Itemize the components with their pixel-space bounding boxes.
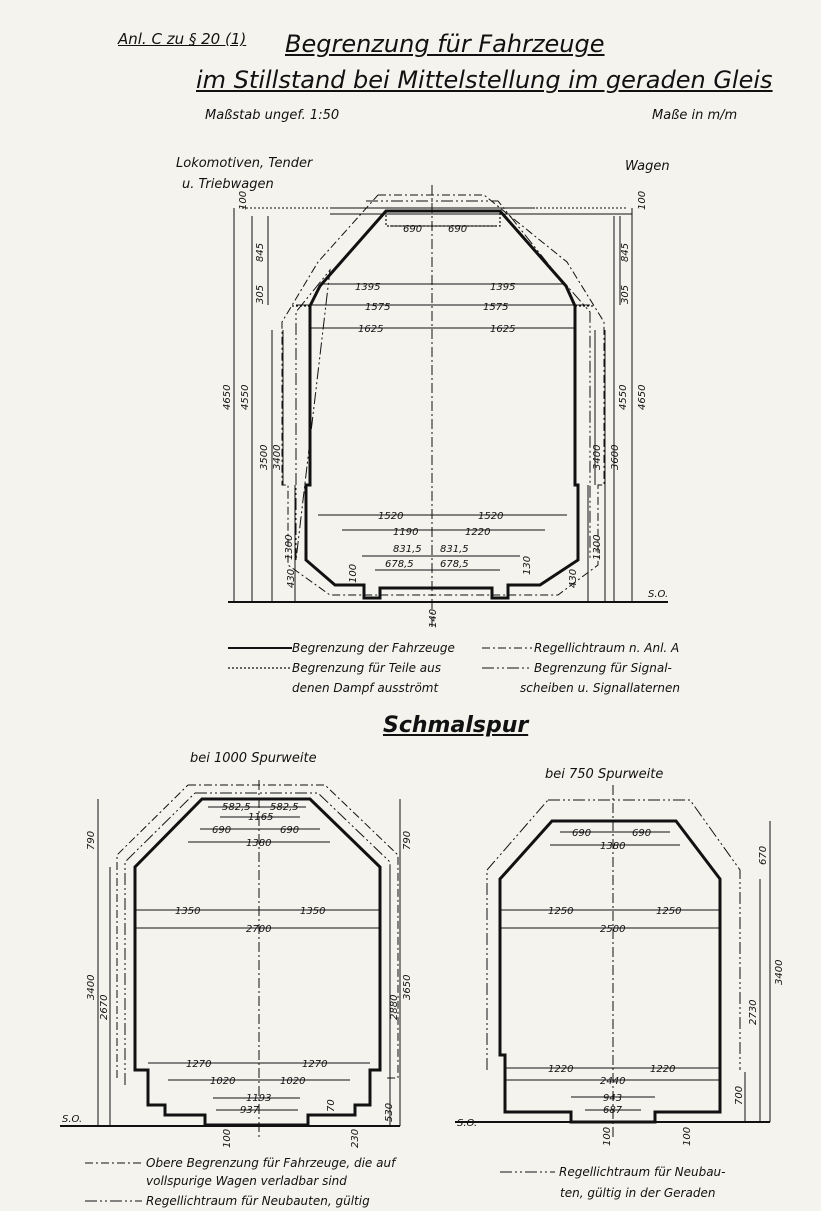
dim750-100-r: 100 <box>682 1126 693 1146</box>
dim-100-tr: 100 <box>637 190 648 210</box>
dim1000-70: 70 <box>326 1099 337 1112</box>
legend-clearance: Regellichtraum n. Anl. A <box>534 641 680 655</box>
dim-3400-r: 3400 <box>592 444 603 470</box>
dim750-2730: 2730 <box>748 999 759 1025</box>
dim750-700: 700 <box>734 1085 745 1105</box>
dim-845-r: 845 <box>620 242 631 262</box>
dim750-1220-r: 1220 <box>650 1064 676 1075</box>
dim1000-690-r: 690 <box>280 825 300 836</box>
dim1000-3400: 3400 <box>86 974 97 1000</box>
legend-signal-2: scheiben u. Signallaternen <box>520 681 680 695</box>
dim750-3400: 3400 <box>774 959 785 985</box>
dim1000-1020-l: 1020 <box>210 1076 236 1087</box>
dim-6785-l: 678,5 <box>385 559 414 570</box>
legend-new-750-2: ten, gültig in der Geraden <box>560 1186 716 1200</box>
dim750-690-l: 690 <box>572 828 592 839</box>
units-label: Maße in m/m <box>652 108 738 123</box>
dim-305-r: 305 <box>620 284 631 304</box>
dim-3400-l: 3400 <box>272 444 283 470</box>
dim1000-1270-r: 1270 <box>302 1059 328 1070</box>
dim750-1250-l: 1250 <box>548 906 574 917</box>
dim1000-2670: 2670 <box>99 994 110 1020</box>
vehicle-outline <box>306 211 578 598</box>
dim750-943: 943 <box>603 1093 623 1104</box>
dim-1395-r: 1395 <box>490 282 516 293</box>
dim-4650-l: 4650 <box>222 384 233 410</box>
title-line-2: im Stillstand bei Mittelstellung im geraden Gleis <box>196 66 773 94</box>
loco-label-1: Lokomotiven, Tender <box>176 156 313 171</box>
reference-label: Anl. C zu § 20 (1) <box>118 30 247 48</box>
scale-label: Maßstab ungef. 1:50 <box>205 108 340 123</box>
dim-3600: 3600 <box>610 444 621 470</box>
dim-1300-l: 1300 <box>284 534 295 560</box>
loco-label-2: u. Triebwagen <box>182 177 274 192</box>
dim1000-1350-r: 1350 <box>300 906 326 917</box>
dim1000-5825-r: 582,5 <box>270 802 299 813</box>
dim1000-530: 530 <box>384 1102 395 1122</box>
dim1000-790-r: 790 <box>402 830 413 850</box>
dim1000-230: 230 <box>350 1128 361 1148</box>
dim-1625-r: 1625 <box>490 324 516 335</box>
dim-1190: 1190 <box>393 527 419 538</box>
legend-upper-2: vollspurige Wagen verladbar sind <box>146 1174 347 1188</box>
dim750-2500: 2500 <box>600 924 626 935</box>
dim-3500: 3500 <box>259 444 270 470</box>
narrow-legend <box>85 1156 725 1208</box>
dim750-2440: 2440 <box>600 1076 626 1087</box>
dim-top-l: 690 <box>403 224 423 235</box>
dim1000-2880: 2880 <box>389 994 400 1020</box>
dim-1395-l: 1395 <box>355 282 381 293</box>
dim750-100-l: 100 <box>602 1126 613 1146</box>
dim750-1250-r: 1250 <box>656 906 682 917</box>
diagram-750 <box>455 767 785 1146</box>
narrow-gauge-heading: Schmalspur <box>383 713 529 738</box>
steam-outline <box>292 211 595 306</box>
legend-steam-1: Begrenzung für Teile aus <box>292 661 441 675</box>
dim-1220: 1220 <box>465 527 491 538</box>
dim-4550-l: 4550 <box>240 384 251 410</box>
dim-430-r: 430 <box>568 568 579 588</box>
title-line-1: Begrenzung für Fahrzeuge <box>285 30 605 58</box>
main-diagram <box>176 156 670 630</box>
dim750-690-r: 690 <box>632 828 652 839</box>
legend-steam-2: denen Dampf ausströmt <box>292 681 439 695</box>
dim-430-l: 430 <box>286 568 297 588</box>
signal-outline <box>296 201 590 560</box>
dim1000-1270-l: 1270 <box>186 1059 212 1070</box>
dim750-1220-l: 1220 <box>548 1064 574 1075</box>
dim-6785-r: 678,5 <box>440 559 469 570</box>
legend-vehicle: Begrenzung der Fahrzeuge <box>292 641 455 655</box>
dim-130: 130 <box>522 555 533 575</box>
dim-100-b: 100 <box>348 563 359 583</box>
dim-4550-r: 4550 <box>618 384 629 410</box>
dim-1575-r: 1575 <box>483 302 509 313</box>
dim750-670: 670 <box>758 845 769 865</box>
dim1000-1165: 1165 <box>248 812 274 823</box>
legend-upper-1: Obere Begrenzung für Fahrzeuge, die auf <box>146 1156 396 1170</box>
dim1000-100: 100 <box>222 1128 233 1148</box>
dim-1575-l: 1575 <box>365 302 391 313</box>
dim-lines-750 <box>500 821 770 1122</box>
dim-top-r: 690 <box>448 224 468 235</box>
clearance-outline <box>282 195 604 595</box>
dim-100-tl: 100 <box>238 190 249 210</box>
label-750: bei 750 Spurweite <box>545 767 664 782</box>
label-1000: bei 1000 Spurweite <box>190 751 317 766</box>
dim1000-1193: 1193 <box>246 1093 272 1104</box>
dim1000-5825-l: 582,5 <box>222 802 251 813</box>
dim750-687: 687 <box>603 1105 623 1116</box>
dim-1520-l: 1520 <box>378 511 404 522</box>
dim1000-2700: 2700 <box>246 924 272 935</box>
dim-4650-r: 4650 <box>637 384 648 410</box>
dim750-1380: 1380 <box>600 841 626 852</box>
diagram-1000 <box>60 751 413 1148</box>
main-legend <box>228 641 680 695</box>
dim1000-1350-l: 1350 <box>175 906 201 917</box>
dim-1625-l: 1625 <box>358 324 384 335</box>
dim1000-937: 937 <box>240 1105 260 1116</box>
dim1000-790-l: 790 <box>86 830 97 850</box>
dim-1520-r: 1520 <box>478 511 504 522</box>
dim1000-1020-r: 1020 <box>280 1076 306 1087</box>
dim-1300-r: 1300 <box>592 534 603 560</box>
dim-8315-r: 831,5 <box>440 544 469 555</box>
so-750: S.O. <box>457 1118 478 1129</box>
legend-new-1000: Regellichtraum für Neubauten, gültig <box>146 1194 370 1208</box>
dim1000-1380: 1380 <box>246 838 272 849</box>
legend-new-750-1: Regellichtraum für Neubau- <box>559 1165 726 1179</box>
legend-signal-1: Begrenzung für Signal- <box>534 661 672 675</box>
dim1000-690-l: 690 <box>212 825 232 836</box>
wagon-label: Wagen <box>625 159 670 174</box>
so-1000: S.O. <box>62 1114 83 1125</box>
dim-305-l: 305 <box>255 284 266 304</box>
so-main: S.O. <box>648 589 669 600</box>
dim-140: 140 <box>428 608 439 628</box>
dim-845-l: 845 <box>255 242 266 262</box>
dim-8315-l: 831,5 <box>393 544 422 555</box>
dim1000-3650: 3650 <box>402 974 413 1000</box>
